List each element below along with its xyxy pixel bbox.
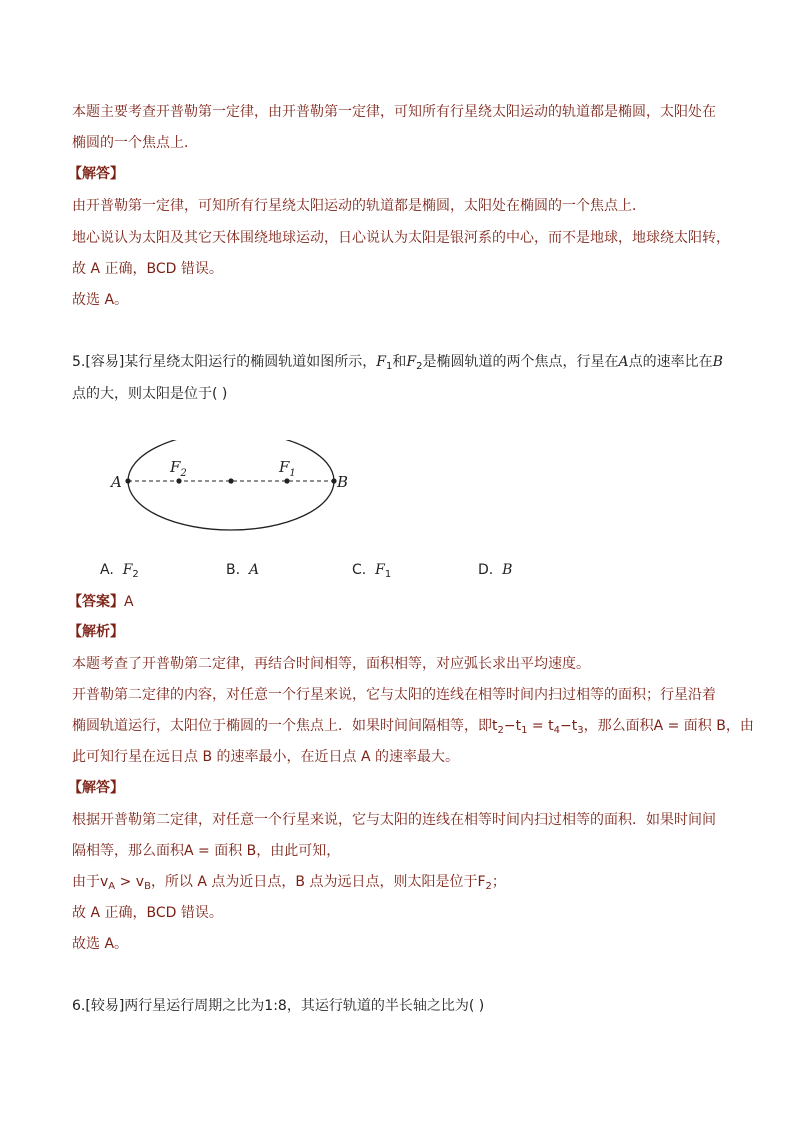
focus-f2-dot	[176, 478, 181, 483]
analysis-line-1: 本题主要考查开普勒第一定律，由开普勒第一定律，可知所有行星绕太阳运动的轨道都是椭圆，太阳处在	[72, 104, 716, 120]
q5-stem-line-1	[72, 352, 723, 372]
q6-tag: [较易]	[85, 998, 125, 1014]
solution-line-2: 地心说认为太阳及其它天体围绕地球运动，日心说认为太阳是银河系的中心，而不是地球，地球绕太阳转，	[72, 230, 730, 246]
q5-point-a: A	[618, 354, 629, 370]
q5-stem-a: 某行星绕太阳运行的椭圆轨道如图所示，	[124, 354, 377, 370]
solution-line-1: 由开普勒第一定律，可知所有行星绕太阳运动的轨道都是椭圆，太阳处在椭圆的一个焦点上．	[72, 198, 646, 214]
answer-row	[68, 592, 134, 612]
analysis-heading: 【解析】	[68, 624, 124, 640]
q5-analysis-line-1: 本题考查了开普勒第二定律，再结合时间相等，面积相等，对应弧长求出平均速度。	[72, 656, 590, 672]
q5-solution-line-4: 故 A 正确，BCD 错误。	[72, 905, 223, 921]
label-f1: $F_1$	[279, 458, 296, 479]
orbit-ellipse	[128, 440, 334, 530]
q5-analysis-line-4: 此可知行星在远日点 B 的速率最小，在近日点 A 的速率最大。	[72, 749, 459, 765]
q5-analysis-line-3: 椭圆轨道运行，太阳位于椭圆的一个焦点上．如果时间间隔相等，即$t_2-t_1 = t_4-t_3$，那么面积A = 面积 B，由	[72, 718, 754, 736]
label-f2: $F_2$	[170, 458, 187, 479]
q5-stem-line-2: 点的大，则太阳是位于( )	[72, 386, 228, 402]
q5-number: 5.	[72, 354, 86, 370]
q5-point-b: B	[712, 354, 723, 370]
q5-tag: [容易]	[85, 354, 125, 370]
q5-he: 和	[392, 354, 407, 370]
solution-line-4: 故选 A。	[72, 292, 129, 308]
q5-stem-b: 是椭圆轨道的两个焦点，行星在	[422, 354, 619, 370]
orbit-figure	[0, 440, 794, 540]
option-d[interactable]: D. B	[478, 562, 513, 578]
analysis-line-2: 椭圆的一个焦点上．	[72, 135, 198, 151]
option-a[interactable]: A. $F_2$	[100, 562, 139, 580]
point-a-dot	[125, 478, 130, 483]
solution-line-3: 故 A 正确，BCD 错误。	[72, 261, 223, 277]
q5-f1-sub: 1	[386, 361, 393, 372]
q6-number: 6.	[72, 998, 86, 1014]
q5-analysis-line-2: 开普勒第二定律的内容，对任意一个行星来说，它与太阳的连线在相等时间内扫过相等的面积；行星沿着	[72, 687, 716, 703]
focus-f1-dot	[284, 478, 289, 483]
q6-stem-text: 两行星运行周期之比为1:8，其运行轨道的半长轴之比为( )	[124, 998, 485, 1014]
q6-stem	[72, 996, 484, 1016]
center-dot	[228, 478, 233, 483]
q5-solution-line-1: 根据开普勒第二定律，对任意一个行星来说，它与太阳的连线在相等时间内扫过相等的面积．如果时间间	[72, 812, 716, 828]
answer-heading: 【答案】	[68, 594, 124, 610]
point-b-dot	[331, 478, 336, 483]
q5-stem-c: 点的速率比在	[628, 354, 713, 370]
q5-f2: F	[406, 354, 417, 370]
label-a: A	[111, 473, 122, 491]
q5-solution-line-2: 隔相等，那么面积A = 面积 B，由此可知，	[72, 843, 341, 859]
q5-solution-line-5: 故选 A。	[72, 936, 129, 952]
q5-solution-heading: 【解答】	[68, 780, 124, 796]
q5-f1: F	[376, 354, 387, 370]
option-c[interactable]: C. $F_1$	[352, 562, 392, 580]
q5-solution-line-3: 由于$v_A > v_B$，所以 A 点为近日点，B 点为远日点，则太阳是位于$F_2$；	[72, 874, 506, 892]
label-b: B	[337, 473, 349, 491]
answer-value: A	[124, 594, 134, 610]
q5-f2-sub: 2	[416, 361, 423, 372]
option-b[interactable]: B. A	[226, 562, 260, 578]
solution-heading: 【解答】	[68, 166, 124, 182]
